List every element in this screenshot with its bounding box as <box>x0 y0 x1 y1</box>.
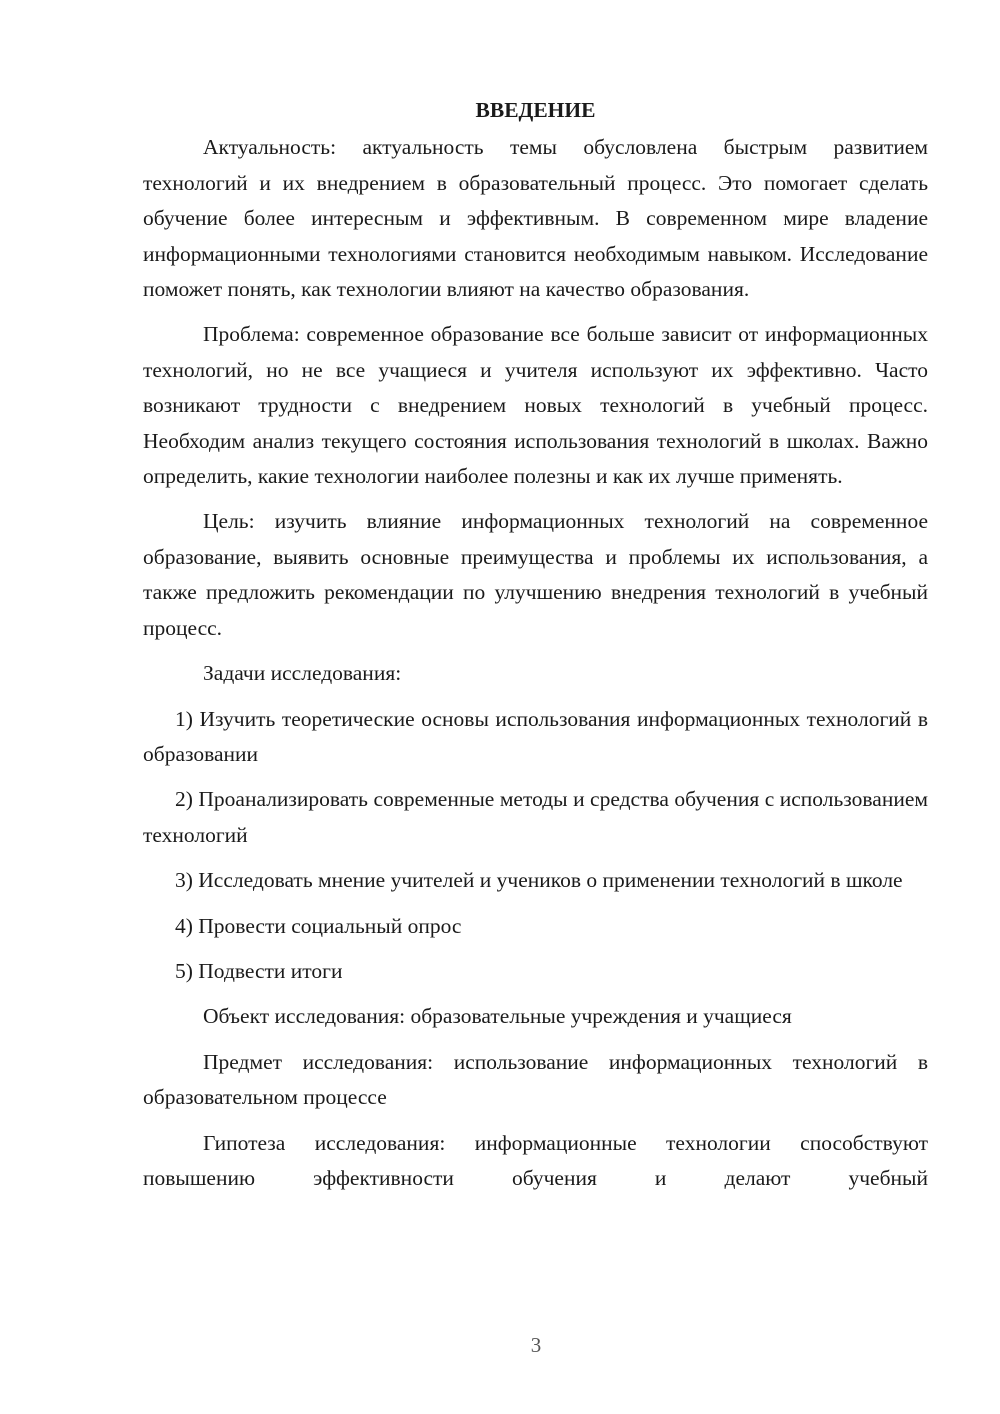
relevance-paragraph: Актуальность: актуальность темы обусловлена быстрым развитием технологий и их внедрением в образовательный процесс. Это помогает сделать обучение более интересным и эффективным. В современном мире владение информационными технологиями становится необходимым навыком. Исследование поможет понять, как технологии влияют на качество образования. <box>143 135 928 302</box>
document-body <box>143 93 928 1206</box>
hypothesis-paragraph: Гипотеза исследования: информационные технологии способствуют повышению эффективности обучения и делают учебный <box>143 1130 928 1190</box>
problem-paragraph: Проблема: современное образование все больше зависит от информационных технологий, но не все учащиеся и учителя используют их эффективно. Часто возникают трудности с внедрением новых технологий в учебный процесс. Необходим анализ текущего состояния использования технологий в школах. Важно определить, какие технологии наиболее полезны и как их лучше применять. <box>143 322 928 489</box>
list-item: 2) Проанализировать современные методы и средства обучения с использованием технологий <box>143 787 928 847</box>
subject-paragraph: Предмет исследования: использование информационных технологий в образовательном процессе <box>143 1049 928 1110</box>
list-item: 1) Изучить теоретические основы использования информационных технологий в образовании <box>143 706 928 766</box>
page-title: ВВЕДЕНИЕ <box>475 98 596 122</box>
tasks-heading: Задачи исследования: <box>203 661 402 686</box>
page-number: 3 <box>530 1333 542 1357</box>
list-item: 3) Исследовать мнение учителей и учеников о применении технологий в школе <box>175 868 903 893</box>
object-paragraph: Объект исследования: образовательные учреждения и учащиеся <box>203 1004 792 1029</box>
list-item: 4) Провести социальный опрос <box>175 913 462 938</box>
goal-paragraph: Цель: изучить влияние информационных технологий на современное образование, выявить основные преимущества и проблемы их использования, а также предложить рекомендации по улучшению внедрения технологий в учебный процесс. <box>143 509 928 640</box>
list-item: 5) Подвести итоги <box>175 958 343 983</box>
